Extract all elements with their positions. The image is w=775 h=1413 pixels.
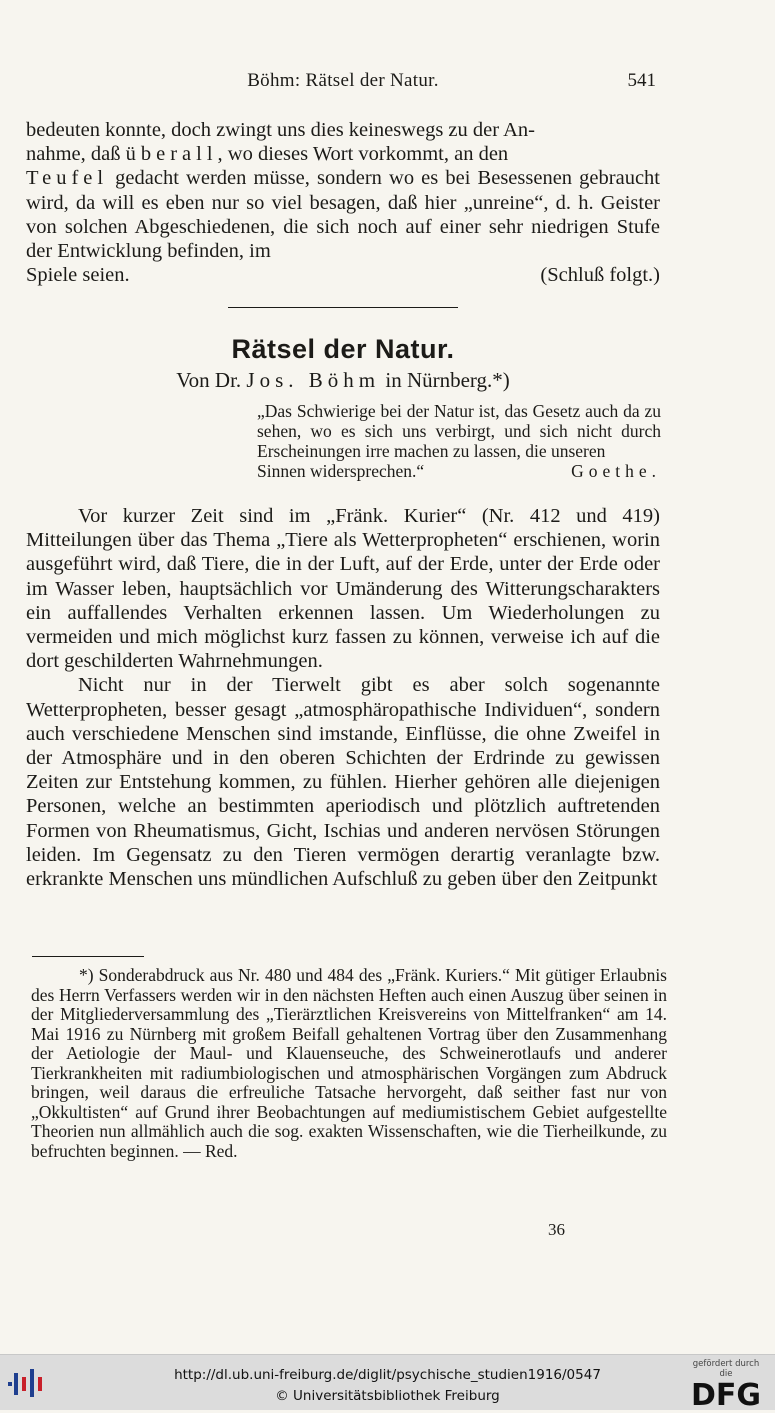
running-head <box>26 70 660 94</box>
running-title: Böhm: Rätsel der Natur. <box>247 70 439 91</box>
paragraph-1: Vor kurzer Zeit sind im „Fränk. Kurier“ (Nr. 412 und 419) Mitteilungen über das Thema „Tiere als Wetterpropheten“ erschienen, worin ausgeführt wird, daß Tiere, die in der Luft, auf der Erde, unter der Erde oder im Wasser leben, hauptsächlich vor Umänderung des Witterungscharakters ein auffallendes Verhalten erkennen lassen. Um Wiederholungen zu vermeiden und mich möglichst kurz fassen zu können, verweise ich auf die dort geschilderten Wahrnehmungen. <box>26 505 660 673</box>
intro-line-1: bedeuten konnte, doch zwingt uns dies keineswegs zu der An- <box>26 119 535 141</box>
footnote <box>31 966 667 1161</box>
dfg-logo-text: DFG <box>690 1378 762 1413</box>
article-byline: Von Dr. Jos. Böhm in Nürnberg.*) <box>176 368 510 392</box>
source-url-link[interactable]: http://dl.ub.uni-freiburg.de/diglit/psychische_studien1916/0547 <box>174 1367 601 1383</box>
section-divider <box>228 307 458 308</box>
footnote-text: *) Sonderabdruck aus Nr. 480 und 484 des „Fränk. Kuriers.“ Mit gütiger Erlaubnis des Herrn Verfassers werden wir in den nächsten Heften auch einen Auszug über seinen in der Mitgliederversammlung des „Tierärztlichen Kreisvereins von Mittelfranken“ am 14. Mai 1916 zu Nürnberg mit großem Beifall gehaltenen Vortrag über den Zusammenhang der Aetiologie der Maul- und Klauenseuche, des Schweinerotlaufs und anderer Tierkrankheiten mit radiumbiologischen und atmosphärischen Vorgängen zum Abdruck bringen, weil daraus die erfreuliche Tatsache hervorgeht, daß seither fast nur von „Okkultisten“ auf Grund ihrer Beobachtungen auf mediumistischem Gebiet aufgestellte Theorien nun allmählich auch die sog. exakten Wissenschaften, wie die Tierheilkunde, zu befruchten beginnen. — Red. <box>31 965 667 1161</box>
footnote-divider <box>32 956 144 957</box>
epigraph-last-line: Sinnen widersprechen.“ Goethe. <box>257 461 661 481</box>
intro-continuation <box>26 118 660 287</box>
article-body <box>26 504 660 891</box>
page-number: 541 <box>627 70 656 91</box>
paragraph-2: Nicht nur in der Tierwelt gibt es aber solch sogenannte Wetterpropheten, besser gesagt „atmosphäropathische Individuen“, sondern auch verschiedene Menschen sind imstande, Einflüsse, die ohne Zweifel in der Atmosphäre und in den oberen Schichten der Erdrinde zu gewissen Zeiten zur Entstehung kommen, zu fühlen. Hierher gehören alle diejenigen Personen, welche an bestimmten aperiodisch und plötzlich auftretenden Formen von Rheumatismus, Gicht, Ischias und anderen nervösen Störungen leiden. Im Gegensatz zu den Tieren vermögen derartig veranlagte bzw. erkrankte Menschen uns mündlichen Aufschluß zu geben über den Zeitpunkt <box>26 674 660 891</box>
epigraph-author: Goethe. <box>571 461 661 481</box>
copyright-notice: © Universitätsbibliothek Freiburg <box>275 1388 500 1404</box>
signature-mark: 36 <box>548 1220 565 1239</box>
dfg-logo <box>685 1359 767 1413</box>
continued-note: (Schluß folgt.) <box>540 264 660 287</box>
funder-note: gefördert durch die <box>692 1359 760 1379</box>
intro-last-text: Spiele seien. <box>26 264 130 287</box>
intro-body: Teufel gedacht werden müsse, sondern wo es bei Besessenen gebraucht wird, da will es eben nur so viel besagen, daß hier „unreine“, d. h. Geister von solchen Abgeschiedenen, die sich noch auf einer sehr niedrigen Stufe der Entwicklung befinden, im <box>26 167 660 263</box>
article-title: Rätsel der Natur. <box>231 334 455 364</box>
epigraph <box>257 401 661 481</box>
intro-line-2: nahme, daß überall, wo dieses Wort vorkommt, an den <box>26 143 509 166</box>
epigraph-text: „Das Schwierige bei der Natur ist, das Gesetz auch da zu sehen, wo es sich uns verbirgt, und sich nicht durch Erscheinungen irre machen zu lassen, die unseren <box>257 401 661 461</box>
viewer-footer <box>0 1354 775 1413</box>
intro-last-line <box>26 263 660 287</box>
